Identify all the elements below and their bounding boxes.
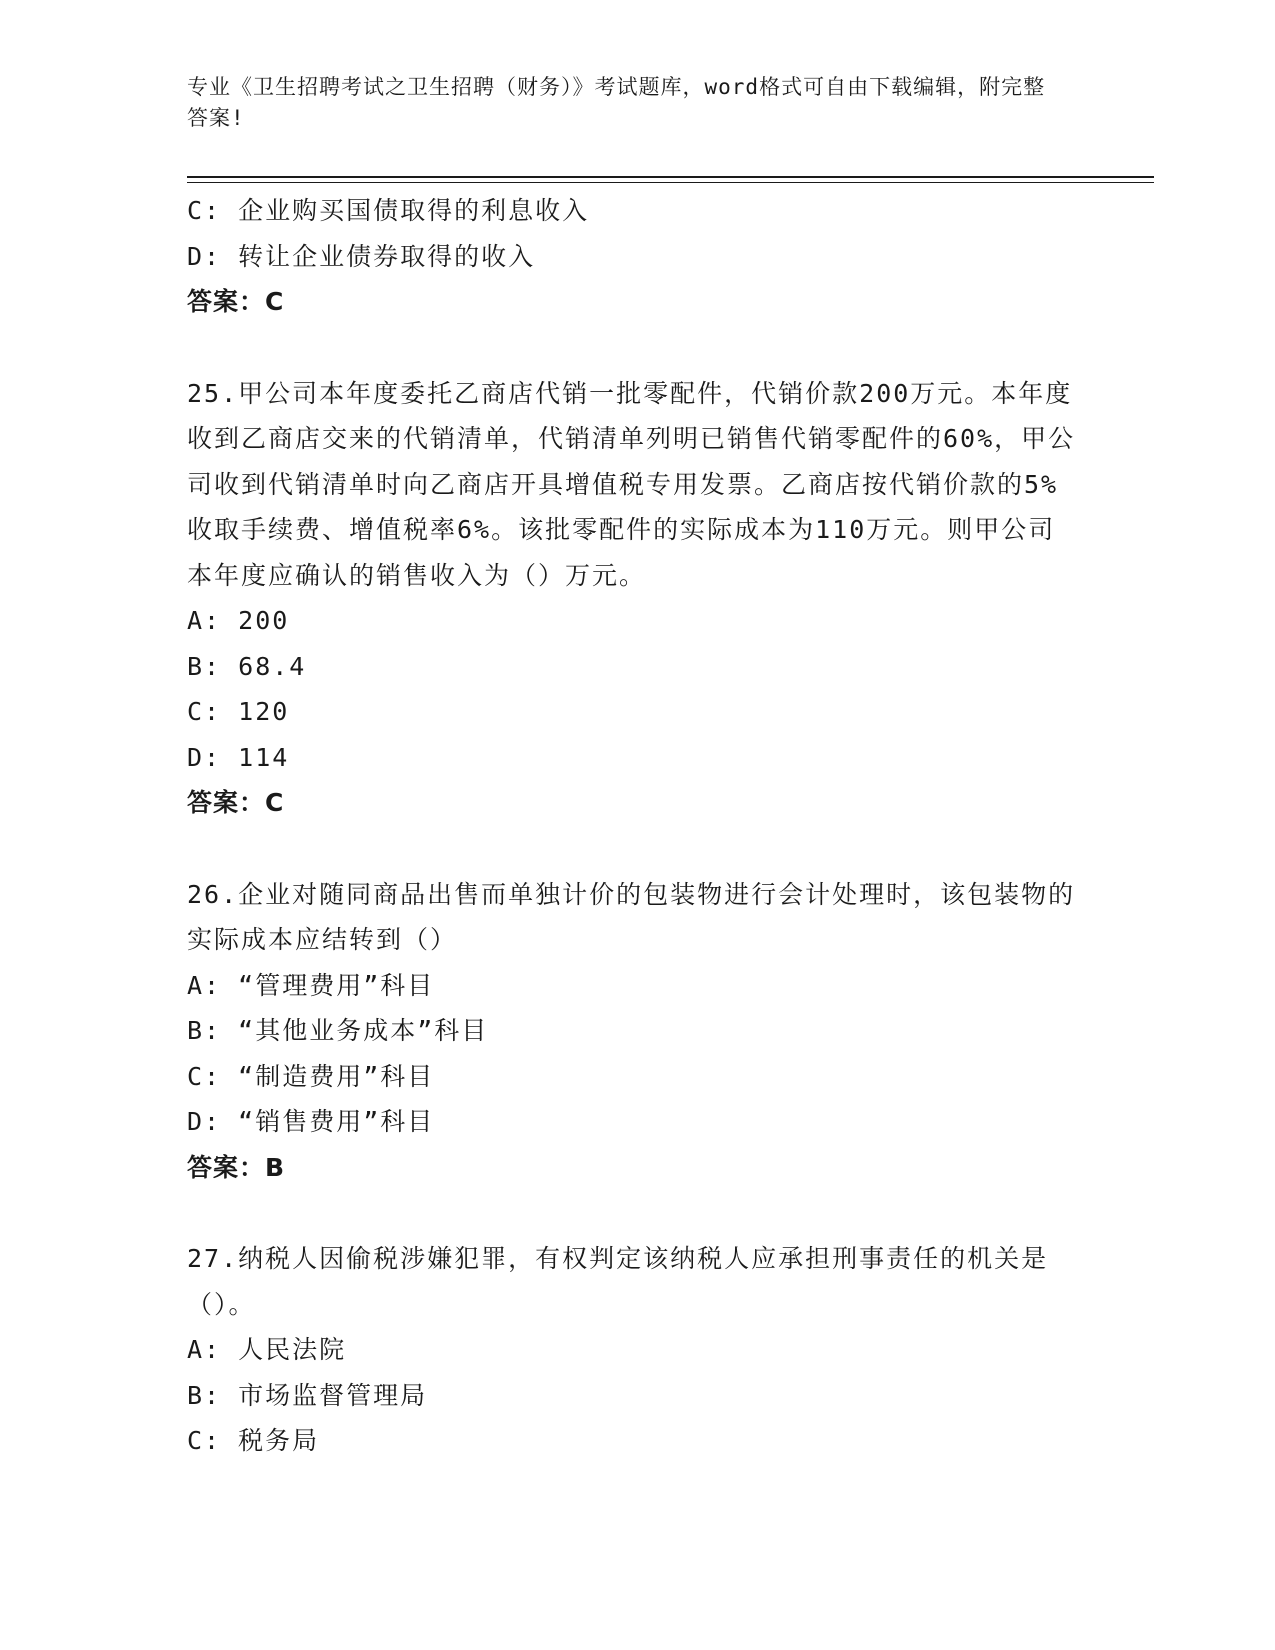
header-rule-thick — [187, 176, 1154, 178]
question-25-stem: 25.甲公司本年度委托乙商店代销一批零配件，代销价款200万元。本年度收到乙商店交来的代销清单，代销清单列明已销售代销零配件的60%，甲公司收到代销清单时向乙商店开具增值税专用发票。乙商店按代销价款的5%收取手续费、增值税率6%。该批零配件的实际成本为110万元。则甲公司本年度应确认的销售收入为（）万元。 — [187, 378, 1076, 590]
question-26-stem: 26.企业对随同商品出售而单独计价的包装物进行会计处理时，该包装物的实际成本应结转到（） — [187, 879, 1076, 954]
question-27-option-a: A: 人民法院 — [187, 1335, 347, 1364]
option-c: C: 企业购买国债取得的利息收入 — [187, 196, 590, 225]
question-content — [187, 188, 1077, 1464]
question-26-option-d: D: “销售费用”科目 — [187, 1107, 435, 1136]
question-25-option-b: B: 68.4 — [187, 651, 307, 681]
spacer — [187, 325, 1077, 371]
header-rule-thin — [187, 182, 1154, 183]
question-25-option-c: C: 120 — [187, 697, 290, 726]
option-d: D: 转让企业债券取得的收入 — [187, 241, 536, 271]
question-25-answer: 答案：C — [187, 788, 285, 817]
question-27-option-b: B: 市场监督管理局 — [187, 1380, 428, 1410]
question-26-option-a: A: “管理费用”科目 — [187, 970, 435, 1000]
question-25-option-a: A: 200 — [187, 606, 290, 635]
question-26-answer: 答案：B — [187, 1152, 286, 1182]
question-26-option-b: B: “其他业务成本”科目 — [187, 1016, 489, 1045]
question-27-stem: 27.纳税人因偷税涉嫌犯罪，有权判定该纳税人应承担刑事责任的机关是（）。 — [187, 1244, 1049, 1319]
question-27-option-c: C: 税务局 — [187, 1426, 320, 1455]
spacer — [187, 826, 1077, 872]
spacer — [187, 1190, 1077, 1236]
answer-line: 答案：C — [187, 287, 285, 316]
question-25-option-d: D: 114 — [187, 742, 290, 772]
document-header: 专业《卫生招聘考试之卫生招聘（财务）》考试题库，word格式可自由下载编辑，附完整答案! — [187, 75, 1046, 130]
question-26-option-c: C: “制造费用”科目 — [187, 1061, 435, 1091]
